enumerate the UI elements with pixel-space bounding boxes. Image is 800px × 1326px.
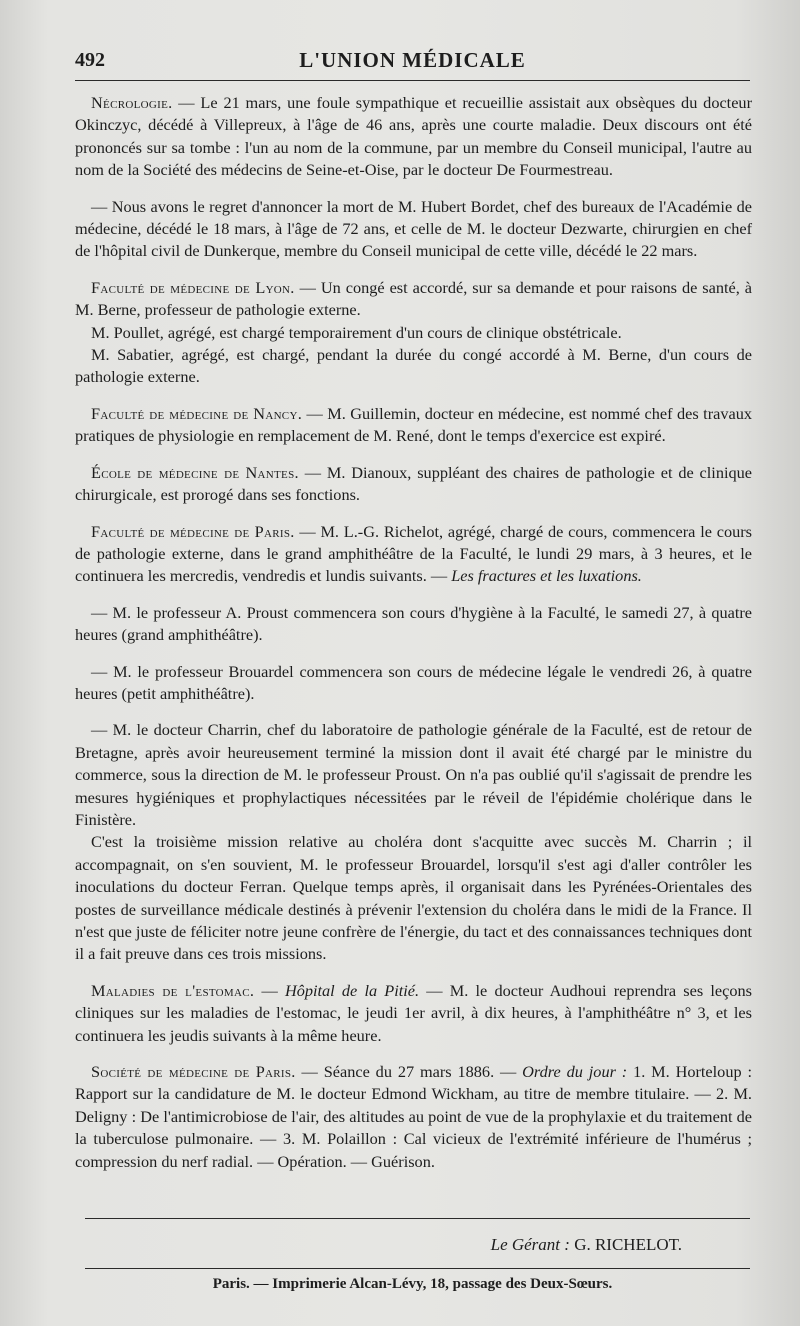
page-number: 492 — [75, 48, 105, 71]
footer-rule-lower — [85, 1268, 750, 1269]
paragraph-lyon: Faculté de médecine de Lyon. — Un congé est accordé, sur sa demande et pour raisons de santé, à M. Berne, professeur de pathologie externe. — [75, 277, 752, 320]
paragraph-nantes: École de médecine de Nantes. — M. Dianoux, suppléant des chaires de pathologie et de clinique chirurgicale, est prorogé dans ses fonctions. — [75, 462, 752, 505]
paragraph-sabatier: M. Sabatier, agrégé, est chargé, pendant la durée du congé accordé à M. Berne, d'un cours de pathologie externe. — [75, 345, 752, 387]
paragraph-proust: — M. le professeur A. Proust commencera son cours d'hygiène à la Faculté, le samedi 27, à quatre heures (grand amphithéâtre). — [75, 602, 752, 645]
header-rule — [75, 80, 750, 81]
paragraph-charrin-mission: C'est la troisième mission relative au choléra dont s'acquitte avec succès M. Charrin ; il accompagnait, on s'en souvient, M. le professeur Brouardel, lorsqu'il s'est agi d'aller contrôler les inoculations du docteur Ferran. Quelque temps après, il organisait dans les Pyrénées-Orientales des postes de surveillance médicale destinés à prévenir l'extension du choléra dans le midi de la France. Il n'est que juste de féliciter notre jeune confrère de l'énergie, du tact et des connaissances techniques dont il a fait preuve dans ces trois missions. — [75, 832, 752, 964]
paragraph-charrin: — M. le docteur Charrin, chef du laboratoire de pathologie générale de la Faculté, est de retour de Bretagne, après avoir heureusement terminé la mission dont il avait été chargé par le ministre du commerce, sous la direction de M. le professeur Proust. On n'a pas oublié qu'il s'agissait de prendre les mesures hygiéniques et prophylactiques nécessitées par le réveil de l'épidémie cholérique dans le Finistère. — [75, 720, 752, 829]
paragraph-poullet: M. Poullet, agrégé, est chargé temporairement d'un cours de clinique obstétricale. — [91, 322, 622, 342]
running-header — [75, 44, 750, 76]
journal-title: L'UNION MÉDICALE — [299, 47, 526, 72]
gerant-signature — [491, 1235, 682, 1255]
paragraph-paris: Faculté de médecine de Paris. — M. L.-G. Richelot, agrégé, chargé de cours, commencera le cours de pathologie externe, dans le grand amphithéâtre de la Faculté, le lundi 29 mars, à 3 heures, et le continuera les mercredis, vendredis et lundis suivants. — Les fractures et les luxations. — [75, 521, 752, 586]
paragraph-brouardel: — M. le professeur Brouardel commencera son cours de médecine légale le vendredi 26, à quatre heures (petit amphithéâtre). — [75, 661, 752, 703]
paragraph-necrologie: Nécrologie. — Le 21 mars, une foule sympathique et recueillie assistait aux obsèques du docteur Okinczyc, décédé à Villepreux, à l'âge de 46 ans, après une courte maladie. Deux discours ont été prononcés sur sa tombe : l'un au nom de la commune, par un membre du Conseil municipal, l'autre au nom de la Société des médecins de Seine-et-Oise, par le docteur De Fourmestreau. — [75, 93, 752, 180]
footer-rule-upper — [85, 1218, 750, 1219]
paragraph-estomac: Maladies de l'estomac. — Hôpital de la Pitié. — M. le docteur Audhoui reprendra ses leçons cliniques sur les maladies de l'estomac, le jeudi 1er avril, à dix heures, à l'amphithéâtre n° 3, et les continuera les jeudis suivants à la même heure. — [75, 980, 752, 1045]
printer-imprint: Paris. — Imprimerie Alcan-Lévy, 18, passage des Deux-Sœurs. — [212, 1276, 613, 1292]
paragraph-societe: Société de médecine de Paris. — Séance du 27 mars 1886. — Ordre du jour : 1. M. Horteloup : Rapport sur la candidature de M. le docteur Edmond Wickham, au titre de membre titulaire. — 2. M. Deligny : De l'antimicrobiose de l'air, des altitudes au point de vue de la prophylaxie et du traitement de la tuberculose pulmonaire. — 3. M. Polaillon : Cal vicieux de l'extrémité inférieure de l'humérus ; compression du nerf radial. — Opération. — Guérison. — [75, 1062, 752, 1171]
gerant-name: G. RICHELOT. — [574, 1235, 682, 1254]
article-body — [75, 92, 752, 1173]
paragraph-nancy: Faculté de médecine de Nancy. — M. Guillemin, docteur en médecine, est nommé chef des travaux pratiques de physiologie en remplacement de M. René, dont le temps d'exercice est expiré. — [75, 403, 752, 446]
gerant-label: Le Gérant : — [490, 1235, 570, 1254]
paragraph-bordet: — Nous avons le regret d'annoncer la mort de M. Hubert Bordet, chef des bureaux de l'Académie de médecine, décédé le 18 mars, à l'âge de 72 ans, et celle de M. le docteur Dezwarte, chirurgien en chef de l'hôpital civil de Dunkerque, membre du Conseil municipal de cette ville, décédé le 22 mars. — [75, 196, 752, 261]
